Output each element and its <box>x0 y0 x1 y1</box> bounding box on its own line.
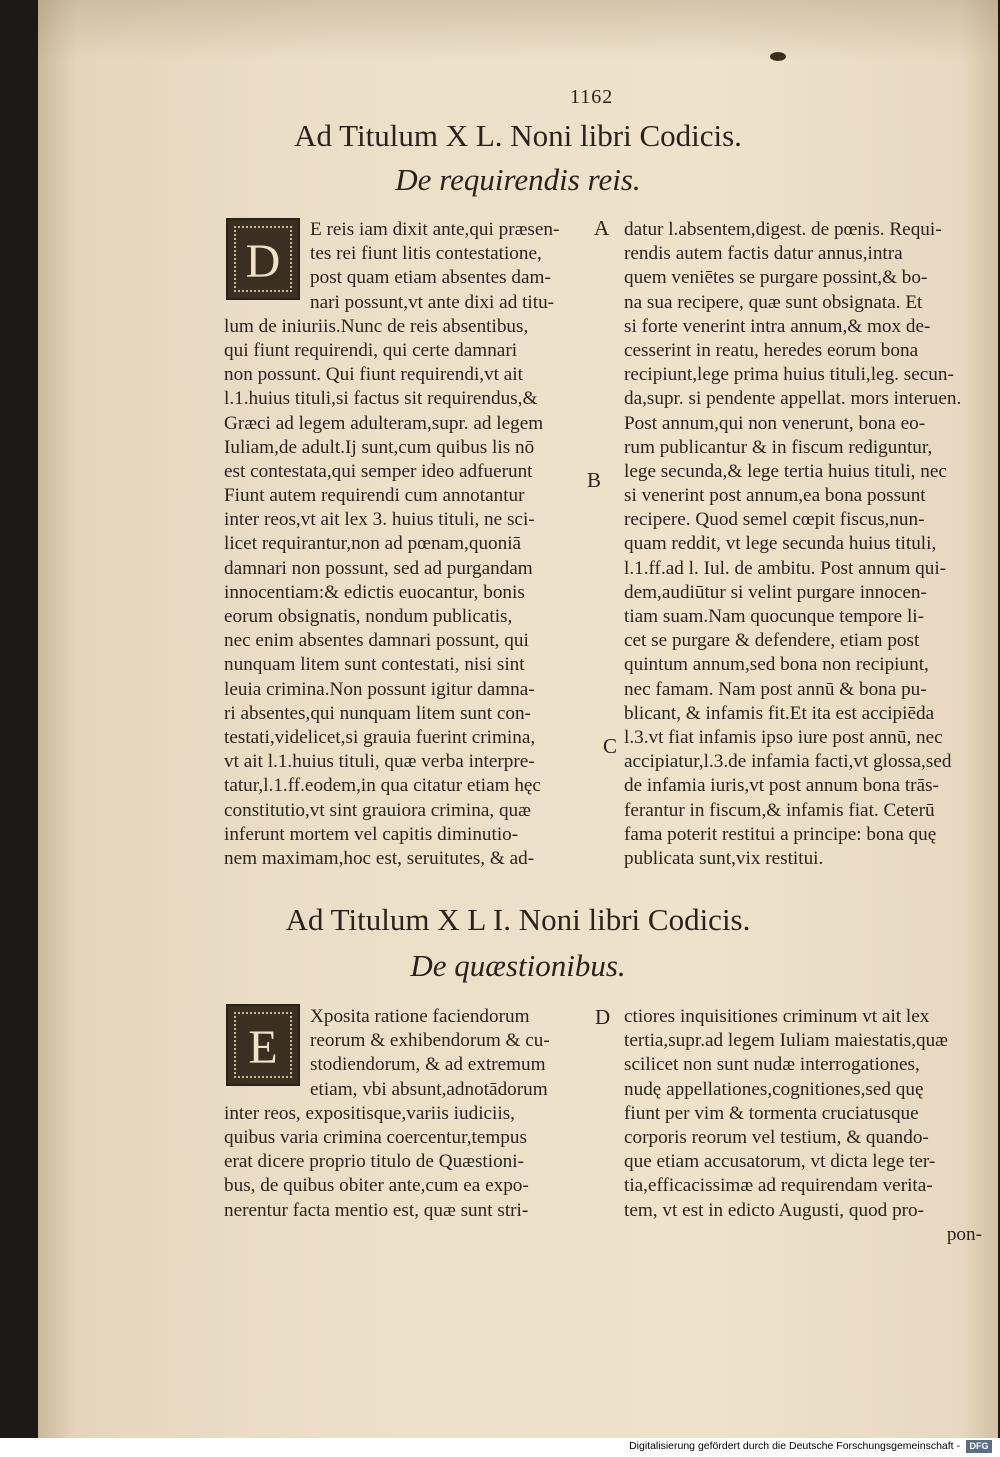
text-line: lum de iniuriis.Nunc de reis absentibus, <box>224 315 529 337</box>
text-line: vt ait l.1.huius tituli, quæ verba interpre- <box>224 751 535 773</box>
text-line: nerentur facta mentio est, quæ sunt stri- <box>224 1199 529 1221</box>
text-line: nem maximam,hoc est, seruitutes, & ad- <box>224 847 535 869</box>
text-line: l.1.huius tituli,si factus sit requirendus,& <box>224 388 538 410</box>
text-line: de infamia iuris,vt post annum bona trās- <box>624 775 939 797</box>
text-line: accipiatur,l.3.de infamia facti,vt glossa,sed <box>624 751 952 773</box>
page-number: 1162 <box>570 86 614 108</box>
text-line: da,supr. si pendente appellat. mors interuen. <box>624 388 962 410</box>
initial-letter: E <box>248 1021 278 1074</box>
section-title: Ad Titulum X L I. Noni libri Codicis. <box>285 902 751 937</box>
text-line: nari possunt,vt ante dixi ad titu- <box>310 291 555 313</box>
text-line: inter reos, expositisque,variis iudiciis, <box>224 1102 515 1124</box>
text-line: corporis reorum vel testium, & quando- <box>624 1126 929 1148</box>
margin-marker: A <box>594 216 610 240</box>
text-line: si forte venerint intra annum,& mox de- <box>624 315 931 337</box>
text-line: damnari non possunt, sed ad purgandam <box>224 557 533 579</box>
text-line: quam reddit, vt lege secunda huius tituli, <box>624 533 937 555</box>
margin-marker: C <box>603 734 618 758</box>
text-line: l.1.ff.ad l. Iul. de ambitu. Post annum qui- <box>624 557 947 579</box>
text-line: Græci ad legem adulteram,supr. ad legem <box>224 412 544 434</box>
text-line: rendis autem factis datur annus,intra <box>624 243 903 265</box>
text-line: nudę appellationes,cognitiones,sed quę <box>624 1078 924 1100</box>
text-line: quibus varia crimina coercentur,tempus <box>224 1126 527 1148</box>
text-line: si venerint post annum,ea bona possunt <box>624 485 926 507</box>
text-line: fama poterit restitui a principe: bona quę <box>624 823 937 845</box>
text-line: recipiunt,lege prima huius tituli,leg. secun- <box>624 364 954 386</box>
text-line: que etiam accusatorum, vt dicta lege ter- <box>624 1151 936 1173</box>
book-page <box>38 0 998 1438</box>
text-line: nunquam litem sunt contestati, nisi sint <box>224 654 525 676</box>
text-line: Xposita ratione faciendorum <box>310 1006 530 1027</box>
text-line: inferunt mortem vel capitis diminutio- <box>224 823 519 845</box>
text-line: quintum annum,sed bona non recipiunt, <box>624 654 929 676</box>
text-line: cet se purgare & defendere, etiam post <box>624 630 920 652</box>
text-line: Iuliam,de adult.Ij sunt,cum quibus lis nō <box>224 436 535 458</box>
text-line: non possunt. Qui fiunt requirendi,vt ait <box>224 364 523 386</box>
text-line: tiam suam.Nam quocunque tempore li- <box>624 606 924 627</box>
section-title: Ad Titulum X L. Noni libri Codicis. <box>294 118 742 153</box>
dfg-logo: DFG <box>966 1440 992 1453</box>
text-line: recipere. Quod semel cœpit fiscus,nun- <box>624 509 925 531</box>
text-line: l.3.vt fiat infamis ipso iure post annū, nec <box>624 726 943 748</box>
text-line: nec enim absentes damnari possunt, qui <box>224 630 529 652</box>
text-line: scilicet non sunt nudæ interrogationes, <box>624 1054 920 1076</box>
ink-blot <box>770 52 786 61</box>
digitization-footer <box>0 1438 1000 1457</box>
text-line: lege secunda,& lege tertia huius tituli, nec <box>624 460 947 482</box>
text-line: datur l.absentem,digest. de pœnis. Requi- <box>624 219 942 240</box>
section-subtitle: De requirendis reis. <box>395 162 641 197</box>
text-line: testati,videlicet,si grauia fuerint crimina, <box>224 726 536 748</box>
text-line: est contestata,qui semper ideo adfuerunt <box>224 460 533 482</box>
footer-credit: Digitalisierung gefördert durch die Deutsche Forschungsgemeinschaft - <box>629 1440 960 1452</box>
text-line: tem, vt est in edicto Augusti, quod pro- <box>624 1199 925 1221</box>
text-line: reorum & exhibendorum & cu- <box>310 1030 550 1052</box>
text-line: cesserint in reatu, heredes eorum bona <box>624 339 919 361</box>
text-line: tes rei fiunt litis contestatione, <box>310 243 542 265</box>
text-line: fiunt per vim & tormenta cruciatusque <box>624 1102 919 1124</box>
margin-marker: B <box>587 468 602 492</box>
text-line: quem veniētes se purgare possint,& bo- <box>624 267 928 289</box>
text-line: blicant, & infamis fit.Et ita est accipiēda <box>624 702 935 724</box>
text-line: Post annum,qui non venerunt, bona eo- <box>624 412 926 434</box>
section-subtitle: De quæstionibus. <box>410 948 626 983</box>
text-line: qui fiunt requirendi, qui certe damnari <box>224 339 518 361</box>
catchword: pon- <box>946 1223 982 1245</box>
text-line: ri absentes,qui nunquam litem sunt con- <box>224 702 531 724</box>
text-line: stodiendorum, & ad extremum <box>310 1054 546 1076</box>
text-line: ctiores inquisitiones criminum vt ait lex <box>624 1006 930 1027</box>
text-line: tia,efficacissimæ ad requirendam verita- <box>624 1175 933 1197</box>
right-column-text <box>624 1005 992 1247</box>
text-line: dem,audiūtur si velint purgare innocen- <box>624 581 927 603</box>
text-line: ferantur in fiscum,& infamis fiat. Ceterū <box>624 799 935 821</box>
left-column-text <box>224 1005 594 1223</box>
text-line: constitutio,vt sint grauiora crimina, quæ <box>224 799 531 821</box>
text-line: post quam etiam absentes dam- <box>310 267 551 289</box>
text-line: publicata sunt,vix restitui. <box>624 847 824 869</box>
text-line: E reis iam dixit ante,qui præsen- <box>310 219 560 240</box>
text-line: leuia crimina.Non possunt igitur damna- <box>224 678 535 700</box>
text-line: innocentiam:& edictis euocantur, bonis <box>224 581 525 603</box>
text-line: na sua recipere, quæ sunt obsignata. Et <box>624 291 923 313</box>
text-line: tertia,supr.ad legem Iuliam maiestatis,quæ <box>624 1030 948 1052</box>
text-line: bus, de quibus obiter ante,cum ea expo- <box>224 1175 529 1197</box>
margin-marker: D <box>595 1005 611 1029</box>
text-line: etiam, vbi absunt,adnotādorum <box>310 1078 548 1100</box>
text-line: Fiunt autem requirendi cum annotantur <box>224 485 525 507</box>
text-line: rum publicantur & in fiscum rediguntur, <box>624 436 933 458</box>
left-column-text <box>224 218 594 871</box>
text-line: eorum obsignatis, nondum publicatis, <box>224 606 513 627</box>
text-line: nec famam. Nam post annū & bona pu- <box>624 678 927 700</box>
initial-letter: D <box>245 235 281 288</box>
text-line: erat dicere proprio titulo de Quæstioni- <box>224 1151 524 1173</box>
text-line: tatur,l.1.ff.eodem,in qua citatur etiam hęc <box>224 775 541 797</box>
text-line: inter reos,vt ait lex 3. huius tituli, ne sci- <box>224 509 535 531</box>
text-line: licet requirantur,non ad pœnam,quoniā <box>224 533 522 555</box>
right-column-text <box>624 218 992 871</box>
